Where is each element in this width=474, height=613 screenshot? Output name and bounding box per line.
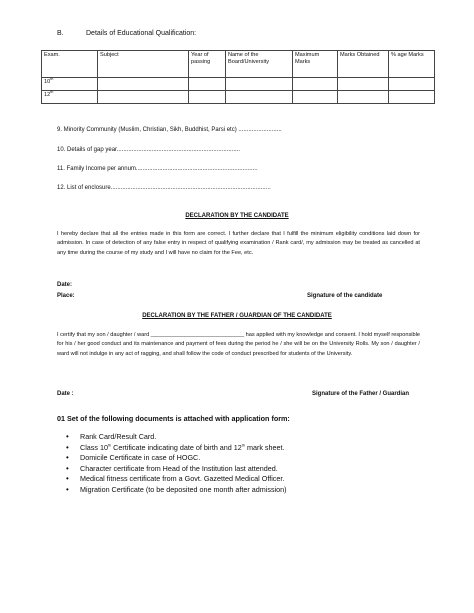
- minority-field[interactable]: 9. Minority Community (Muslim, Christian, Sikh, Buddhist, Parsi etc) ..........................: [57, 127, 282, 133]
- exam-sup: th: [50, 90, 54, 95]
- gap-year-field[interactable]: 10. Details of gap year..........................................................................: [57, 147, 241, 153]
- guardian-signature-label: Signature of the Father / Guardian: [312, 391, 410, 397]
- document-sup: th: [241, 443, 245, 448]
- exam-label: 12: [44, 92, 51, 98]
- document-text: Migration Certificate (to be deposited one month after admission): [80, 484, 287, 494]
- list-item: [66, 464, 287, 475]
- header-board: Name of the Board/University: [226, 51, 293, 78]
- list-item: [66, 443, 287, 454]
- list-item: [66, 432, 287, 443]
- candidate-declaration-body: I hereby declare that all the entries made in this form are correct. I further declare that I fulfill the minimum eligibility conditions laid down for admission. In case of detection of any false entry in respect of qualifying examination / Rank card/, my admission may be treated as cancelled at any time during the course of my study and I will have no claim for the Fee, etc.: [57, 231, 420, 256]
- document-text: Class 10: [80, 442, 108, 452]
- marks-obtained-cell[interactable]: [338, 78, 389, 91]
- list-item: [66, 453, 287, 464]
- section-title: Details of Educational Qualification:: [86, 30, 197, 37]
- guardian-declaration-body: I certify that my son / daughter / ward ______________________________ has applied with my knowledge and consent. I hold myself responsible for his / her good conduct and its maintenance and payment of fees during the period he / she will be on the University Rolls. My son / daughter / ward will not indulge in any act of ragging, and shall follow the code of conduct prescribed for students of the University.: [57, 332, 420, 357]
- header-exam: Exam.: [42, 51, 98, 78]
- document-text: Character certificate from Head of the Institution last attended.: [80, 463, 278, 473]
- marks-obtained-cell[interactable]: [338, 91, 389, 104]
- document-text: Rank Card/Result Card.: [80, 432, 157, 441]
- candidate-declaration-title: DECLARATION BY THE CANDIDATE: [185, 213, 289, 219]
- document-text: Certificate indicating date of birth and 12: [111, 442, 242, 452]
- header-percent: % age Marks: [389, 51, 435, 78]
- list-item: [66, 474, 287, 485]
- year-cell[interactable]: [189, 91, 226, 104]
- board-cell[interactable]: [226, 91, 293, 104]
- board-cell[interactable]: [226, 78, 293, 91]
- guardian-date-label: Date :: [57, 391, 74, 397]
- document-sup: th: [107, 443, 112, 448]
- table-row: [42, 91, 435, 104]
- section-letter: B.: [57, 30, 64, 37]
- percent-cell[interactable]: [389, 91, 435, 104]
- exam-cell: [42, 78, 98, 91]
- education-table: [41, 50, 435, 104]
- max-marks-cell[interactable]: [293, 78, 338, 91]
- exam-sup: th: [50, 77, 54, 82]
- subject-cell[interactable]: [98, 91, 189, 104]
- enclosure-field[interactable]: 12. List of enclosure................................................................................................: [57, 185, 271, 191]
- document-text: mark sheet.: [244, 442, 285, 452]
- document-text: Domicile Certificate in case of HOGC.: [80, 453, 201, 462]
- header-max-marks: Maximum Marks: [293, 51, 338, 78]
- exam-label: 10: [44, 79, 51, 85]
- year-cell[interactable]: [189, 78, 226, 91]
- max-marks-cell[interactable]: [293, 91, 338, 104]
- documents-list: [66, 432, 287, 495]
- document-text: Medical fitness certificate from a Govt. Gazetted Medical Officer.: [80, 474, 285, 483]
- exam-cell: [42, 91, 98, 104]
- table-row: [42, 78, 435, 91]
- list-item: [66, 485, 287, 496]
- header-year: Year of passing: [189, 51, 226, 78]
- header-marks-obtained: Marks Obtained: [338, 51, 389, 78]
- header-subject: Subject: [98, 51, 189, 78]
- candidate-signature-label: Signature of the candidate: [307, 293, 383, 299]
- subject-cell[interactable]: [98, 78, 189, 91]
- percent-cell[interactable]: [389, 78, 435, 91]
- candidate-place-label: Place:: [57, 293, 75, 299]
- table-header-row: [42, 51, 435, 78]
- documents-heading: 01 Set of the following documents is attached with application form:: [57, 414, 290, 423]
- candidate-date-label: Date:: [57, 282, 73, 288]
- guardian-declaration-title: DECLARATION BY THE FATHER / GUARDIAN OF THE CANDIDATE: [142, 313, 332, 319]
- family-income-field[interactable]: 11. Family Income per annum.........................................................................: [57, 166, 258, 172]
